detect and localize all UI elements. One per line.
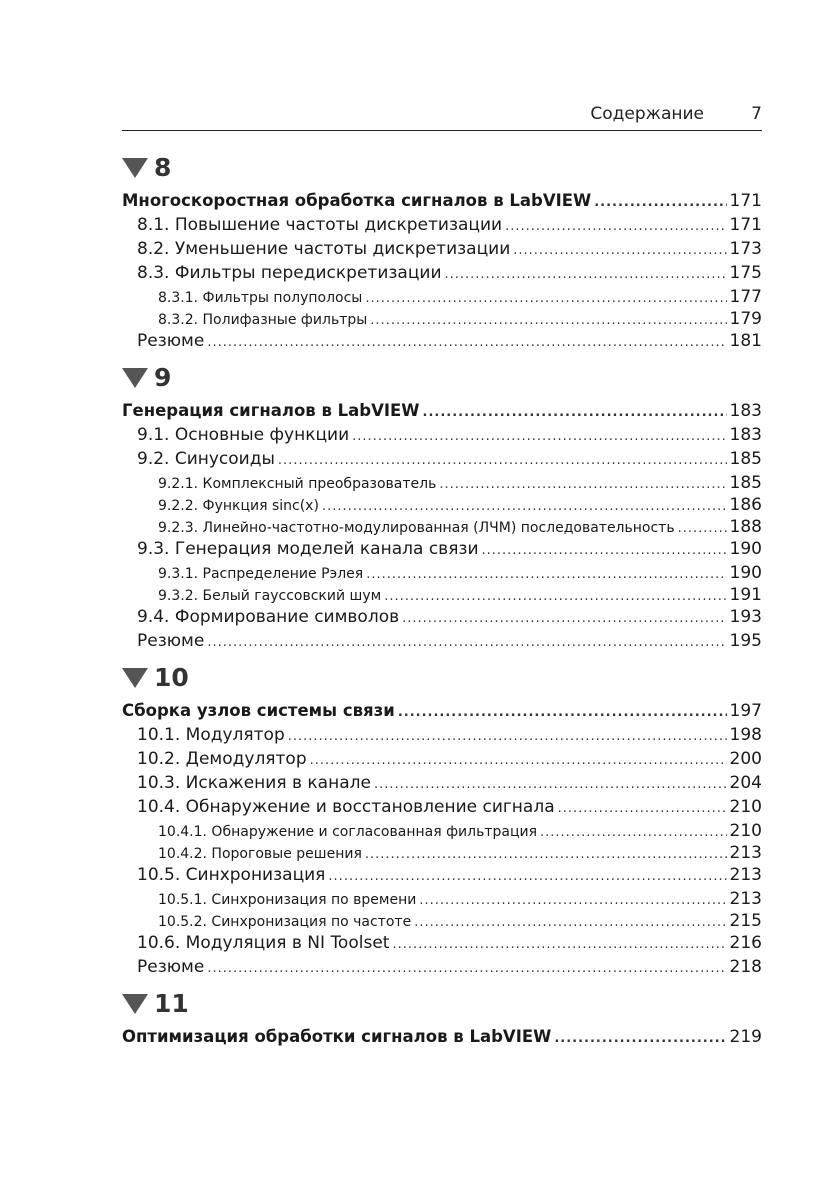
toc-subsection-entry[interactable] bbox=[122, 889, 762, 911]
toc-chapter-entry[interactable] bbox=[122, 701, 762, 725]
toc-section-entry[interactable] bbox=[122, 425, 762, 449]
toc-subsection-entry[interactable] bbox=[122, 309, 762, 331]
dot-leader bbox=[398, 705, 727, 720]
toc-subsection-entry[interactable] bbox=[122, 563, 762, 585]
triangle-down-icon bbox=[122, 368, 148, 388]
entry-label: 10.2. Демодулятор bbox=[137, 749, 307, 769]
toc-chapter-entry[interactable] bbox=[122, 191, 762, 215]
toc-subsection-entry[interactable] bbox=[122, 821, 762, 843]
page-ref: 181 bbox=[729, 331, 762, 351]
entry-label: Резюме bbox=[137, 631, 205, 651]
dot-leader bbox=[402, 611, 726, 626]
toc-section-entry[interactable] bbox=[122, 331, 762, 355]
page-ref: 185 bbox=[729, 473, 762, 493]
toc-subsection-entry[interactable] bbox=[122, 517, 762, 539]
chapter-heading bbox=[122, 359, 762, 395]
entry-label: 9.2.1. Комплексный преобразователь bbox=[158, 476, 437, 492]
page-ref: 218 bbox=[729, 957, 762, 977]
chapter-heading bbox=[122, 659, 762, 695]
entry-label: 10.3. Искажения в канале bbox=[137, 773, 371, 793]
dot-leader bbox=[594, 195, 726, 210]
toc-section-entry[interactable] bbox=[122, 263, 762, 287]
toc-section-entry[interactable] bbox=[122, 797, 762, 821]
page-ref: 185 bbox=[729, 449, 762, 469]
entry-label: 9.3. Генерация моделей канала связи bbox=[137, 539, 479, 559]
entry-label: 8.3.1. Фильтры полуполосы bbox=[158, 290, 363, 306]
entry-label: 8.1. Повышение частоты дискретизации bbox=[137, 215, 503, 235]
page-ref: 190 bbox=[729, 563, 762, 583]
entry-label: 8.2. Уменьшение частоты дискретизации bbox=[137, 239, 511, 259]
entry-label: 10.5.1. Синхронизация по времени bbox=[158, 892, 417, 908]
dot-leader bbox=[445, 267, 727, 282]
dot-leader bbox=[288, 729, 727, 744]
page-ref: 210 bbox=[729, 797, 762, 817]
toc-section-entry[interactable] bbox=[122, 749, 762, 773]
chapter-title: Сборка узлов системы связи bbox=[122, 701, 395, 720]
chapter-number: 11 bbox=[154, 988, 189, 1018]
toc-section-entry[interactable] bbox=[122, 607, 762, 631]
page-ref: 219 bbox=[729, 1027, 762, 1047]
dot-leader bbox=[328, 869, 726, 884]
dot-leader bbox=[365, 847, 727, 862]
dot-leader bbox=[207, 635, 726, 650]
page-ref: 190 bbox=[729, 539, 762, 559]
entry-label: 9.4. Формирование символов bbox=[137, 607, 400, 627]
entry-label: Резюме bbox=[137, 331, 205, 351]
page-ref: 188 bbox=[729, 517, 762, 537]
page-ref: 193 bbox=[729, 607, 762, 627]
toc-section-entry[interactable] bbox=[122, 631, 762, 655]
entry-label: 10.4.2. Пороговые решения bbox=[158, 846, 362, 862]
entry-label: 9.2.3. Линейно-частотно-модулированная (ЛЧМ) последовательность bbox=[158, 520, 675, 536]
dot-leader bbox=[482, 543, 727, 558]
dot-leader bbox=[513, 243, 726, 258]
page-ref: 197 bbox=[729, 701, 762, 721]
toc-subsection-entry[interactable] bbox=[122, 585, 762, 607]
toc-section-entry[interactable] bbox=[122, 725, 762, 749]
entry-label: 8.3.2. Полифазные фильтры bbox=[158, 312, 368, 328]
chapter-title: Генерация сигналов в LabVIEW bbox=[122, 401, 420, 420]
running-header bbox=[122, 100, 762, 131]
chapter-number: 8 bbox=[154, 152, 172, 182]
dot-leader bbox=[374, 777, 727, 792]
toc-chapter-entry[interactable] bbox=[122, 401, 762, 425]
dot-leader bbox=[423, 405, 727, 420]
toc-subsection-entry[interactable] bbox=[122, 473, 762, 495]
running-header-title: Содержание bbox=[590, 104, 704, 124]
dot-leader bbox=[278, 453, 727, 468]
page-ref: 191 bbox=[729, 585, 762, 605]
page-ref: 179 bbox=[729, 309, 762, 329]
page-ref: 210 bbox=[729, 821, 762, 841]
dot-leader bbox=[207, 961, 726, 976]
triangle-down-icon bbox=[122, 158, 148, 178]
dot-leader bbox=[439, 477, 726, 492]
page-ref: 216 bbox=[729, 933, 762, 953]
toc-section-entry[interactable] bbox=[122, 933, 762, 957]
entry-label: 9.2.2. Функция sinc(x) bbox=[158, 498, 319, 514]
dot-leader bbox=[419, 893, 726, 908]
page-ref: 215 bbox=[729, 911, 762, 931]
page-ref: 204 bbox=[729, 773, 762, 793]
dot-leader bbox=[322, 499, 727, 514]
triangle-down-icon bbox=[122, 668, 148, 688]
entry-label: 9.1. Основные функции bbox=[137, 425, 350, 445]
entry-label: Резюме bbox=[137, 957, 205, 977]
toc-section-entry[interactable] bbox=[122, 957, 762, 981]
chapter-number: 10 bbox=[154, 662, 189, 692]
page-ref: 186 bbox=[729, 495, 762, 515]
page-ref: 177 bbox=[729, 287, 762, 307]
toc-subsection-entry[interactable] bbox=[122, 843, 762, 865]
dot-leader bbox=[392, 937, 726, 952]
dot-leader bbox=[414, 915, 726, 930]
chapter-title: Многоскоростная обработка сигналов в LabVIEW bbox=[122, 191, 592, 210]
page-ref: 171 bbox=[729, 215, 762, 235]
toc-section-entry[interactable] bbox=[122, 773, 762, 797]
toc-chapter-entry[interactable] bbox=[122, 1027, 762, 1051]
dot-leader bbox=[554, 1031, 726, 1046]
chapter-title: Оптимизация обработки сигналов в LabVIEW bbox=[122, 1027, 552, 1046]
dot-leader bbox=[384, 589, 726, 604]
entry-label: 10.4. Обнаружение и восстановление сигнала bbox=[137, 797, 555, 817]
dot-leader bbox=[678, 521, 727, 536]
table-of-contents bbox=[122, 145, 762, 1051]
page-ref: 183 bbox=[729, 425, 762, 445]
dot-leader bbox=[352, 429, 726, 444]
entry-label: 10.5.2. Синхронизация по частоте bbox=[158, 914, 412, 930]
entry-label: 10.4.1. Обнаружение и согласованная фильтрация bbox=[158, 824, 538, 840]
entry-label: 9.2. Синусоиды bbox=[137, 449, 275, 469]
dot-leader bbox=[366, 567, 726, 582]
entry-label: 9.3.2. Белый гауссовский шум bbox=[158, 588, 382, 604]
dot-leader bbox=[540, 825, 727, 840]
toc-section-entry[interactable] bbox=[122, 539, 762, 563]
toc-subsection-entry[interactable] bbox=[122, 495, 762, 517]
page-ref: 173 bbox=[729, 239, 762, 259]
dot-leader bbox=[370, 313, 726, 328]
entry-label: 9.3.1. Распределение Рэлея bbox=[158, 566, 364, 582]
dot-leader bbox=[207, 335, 726, 350]
page-number: 7 bbox=[751, 104, 762, 124]
toc-section-entry[interactable] bbox=[122, 239, 762, 263]
page-ref: 198 bbox=[729, 725, 762, 745]
entry-label: 10.6. Модуляция в NI Toolset bbox=[137, 933, 390, 953]
dot-leader bbox=[365, 291, 726, 306]
page-ref: 213 bbox=[729, 843, 762, 863]
triangle-down-icon bbox=[122, 994, 148, 1014]
toc-section-entry[interactable] bbox=[122, 215, 762, 239]
page-ref: 200 bbox=[729, 749, 762, 769]
page-ref: 213 bbox=[729, 889, 762, 909]
toc-subsection-entry[interactable] bbox=[122, 287, 762, 309]
page-ref: 175 bbox=[729, 263, 762, 283]
toc-section-entry[interactable] bbox=[122, 449, 762, 473]
entry-label: 8.3. Фильтры передискретизации bbox=[137, 263, 442, 283]
entry-label: 10.1. Модулятор bbox=[137, 725, 285, 745]
toc-section-entry[interactable] bbox=[122, 865, 762, 889]
page-ref: 171 bbox=[729, 191, 762, 211]
dot-leader bbox=[505, 219, 726, 234]
chapter-heading bbox=[122, 985, 762, 1021]
page-ref: 213 bbox=[729, 865, 762, 885]
chapter-heading bbox=[122, 149, 762, 185]
dot-leader bbox=[310, 753, 727, 768]
chapter-number: 9 bbox=[154, 362, 172, 392]
entry-label: 10.5. Синхронизация bbox=[137, 865, 326, 885]
dot-leader bbox=[558, 801, 727, 816]
page-ref: 195 bbox=[729, 631, 762, 651]
toc-subsection-entry[interactable] bbox=[122, 911, 762, 933]
page-ref: 183 bbox=[729, 401, 762, 421]
